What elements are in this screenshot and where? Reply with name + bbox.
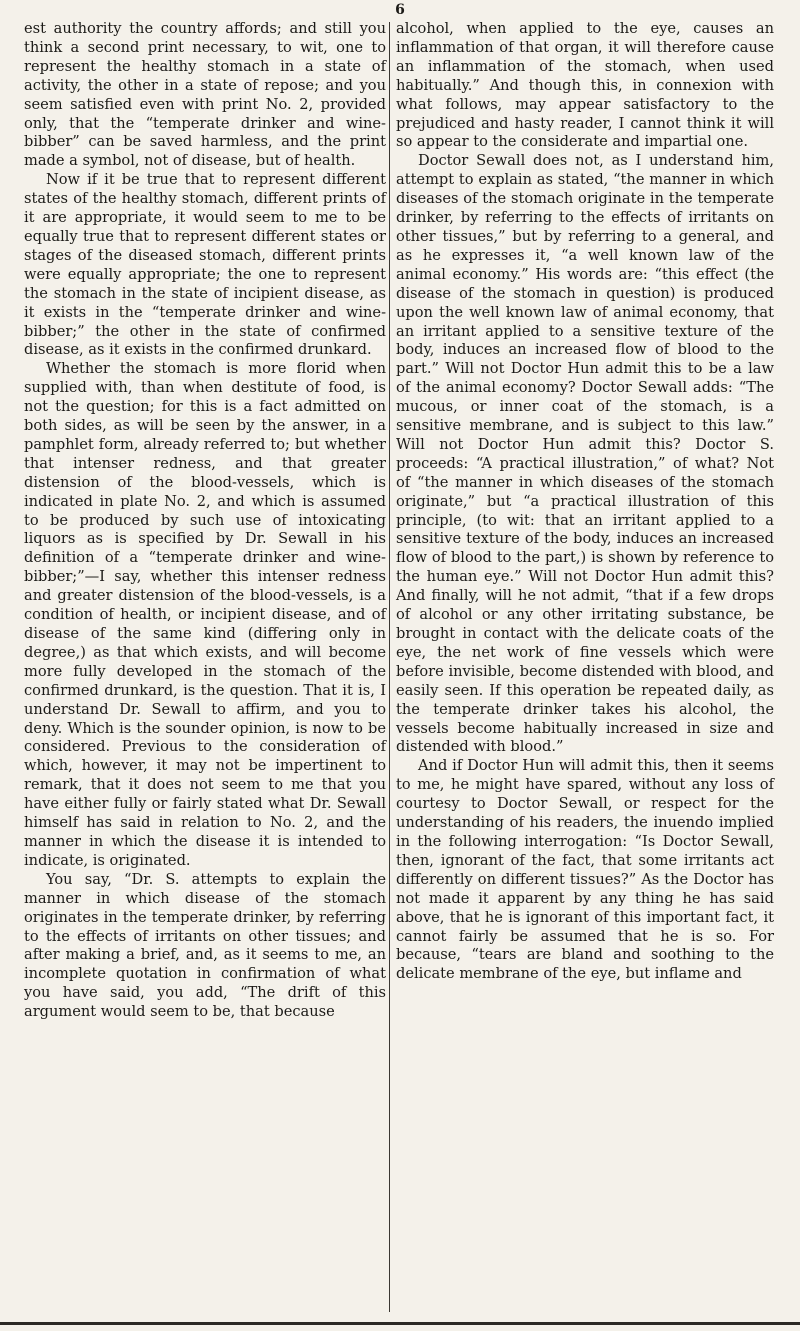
column-divider: [389, 22, 390, 1312]
paragraph: Whether the stomach is more florid when supplied with, than when destitute of food, is not the question; for this is a fact admitted on both sides, as will be seen by the answer, in a pamphlet form, already referred to; but whether that intenser redness, and that greater distension of the blood-vessels, which is indicated in plate No. 2, and which is assumed to be produced by such use of intoxicating liquors as is specified by Dr. Sewall in his definition of a “temperate drinker and wine-bibber;”—I say, whether this intenser redness and greater distension of the blood-vessels, is a condition of health, or incipient disease, and of disease of the same kind (differing only in degree,) as that which exists, and will become more fully developed in the stomach of the confirmed drunkard, is the question. That it is, I understand Dr. Sewall to affirm, and you to deny. Which is the sounder opinion, is now to be considered. Previous to the consideration of which, however, it may not be impertinent to remark, that it does not seem to me that you have either fully or fairly stated what Dr. Sewall himself has said in relation to No. 2, and the manner in which the disease it is intended to indicate, is originated.: [24, 360, 386, 869]
paragraph: alcohol, when applied to the eye, causes an inflammation of that organ, it will therefore cause an inflammation of the stomach, when used habitually.” And though this, in connexion with what follows, may appear satisfactory to the prejudiced and hasty reader, I cannot think it will so appear to the considerate and impartial one.: [396, 20, 774, 151]
paragraph: est authority the country affords; and still you think a second print necessary, to wit, one to represent the healthy stomach in a state of activity, the other in a state of repose; and you seem satisfied even with print No. 2, provided only, that the “temperate drinker and wine-bibber” can be saved harmless, and the print made a symbol, not of disease, but of health.: [24, 20, 386, 170]
bottom-rule: [0, 1322, 800, 1325]
paragraph: You say, “Dr. S. attempts to explain the manner in which disease of the stomach originates in the temperate drinker, by referring to the effects of irritants on other tissues; and after making a brief, and, as it seems to me, an incomplete quotation in confirmation of what you have said, you add, “The drift of this argument would seem to be, that because: [24, 870, 386, 1021]
paragraph: Doctor Sewall does not, as I understand him, attempt to explain as stated, “the manner in which diseases of the stomach originate in the temperate drinker, by referring to the effects of irritants on other tissues,” but by referring to a general, and as he expresses it, “a well known law of the animal economy.” His words are: “this effect (the disease of the stomach in question) is produced upon the well known law of animal economy, that an irritant applied to a sensitive texture of the body, induces an increased flow of blood to the part.” Will not Doctor Hun admit this to be a law of the animal economy? Doctor Sewall adds: “The mucous, or inner coat of the stomach, is a sensitive membrane, and is subject to this law.” Will not Doctor Hun admit this? Doctor S. proceeds: “A practical illustration,” of what? Not of “the manner in which diseases of the stomach originate,” but “a practical illustration of this principle, (to wit: that an irritant applied to a sensitive texture of the body, induces an increased flow of blood to the part,) is shown by reference to the human eye.” Will not Doctor Hun admit this? And finally, will he not admit, “that if a few drops of alcohol or any other irritating substance, be brought in contact with the delicate coats of the eye, the net work of fine vessels which were before invisible, become distended with blood, and easily seen. If this operation be repeated daily, as the temperate drinker takes his alcohol, the vessels become habitually increased in size and distended with blood.”: [396, 152, 774, 756]
left-column: [24, 20, 386, 1022]
paragraph: And if Doctor Hun will admit this, then it seems to me, he might have spared, without any loss of courtesy to Doctor Sewall, or respect for the understanding of his readers, the inuendo implied in the following interrogation: “Is Doctor Sewall, then, ignorant of the fact, that some irritants act differently on different tissues?” As the Doctor has not made it apparent by any thing he has said above, that he is ignorant of this important fact, it cannot fairly be assumed that he is so. For because, “tears are bland and soothing to the delicate membrane of the eye, but inflame and: [396, 757, 774, 983]
paragraph: Now if it be true that to represent different states of the healthy stomach, different prints of it are appropriate, it would seem to me to be equally true that to represent different states or stages of the diseased stomach, different prints were equally appropriate; the one to represent the stomach in the state of incipient disease, as it exists in the “temperate drinker and wine-bibber;” the other in the state of confirmed disease, as it exists in the confirmed drunkard.: [24, 171, 386, 359]
page-number: 6: [395, 2, 405, 18]
right-column: [396, 20, 774, 984]
